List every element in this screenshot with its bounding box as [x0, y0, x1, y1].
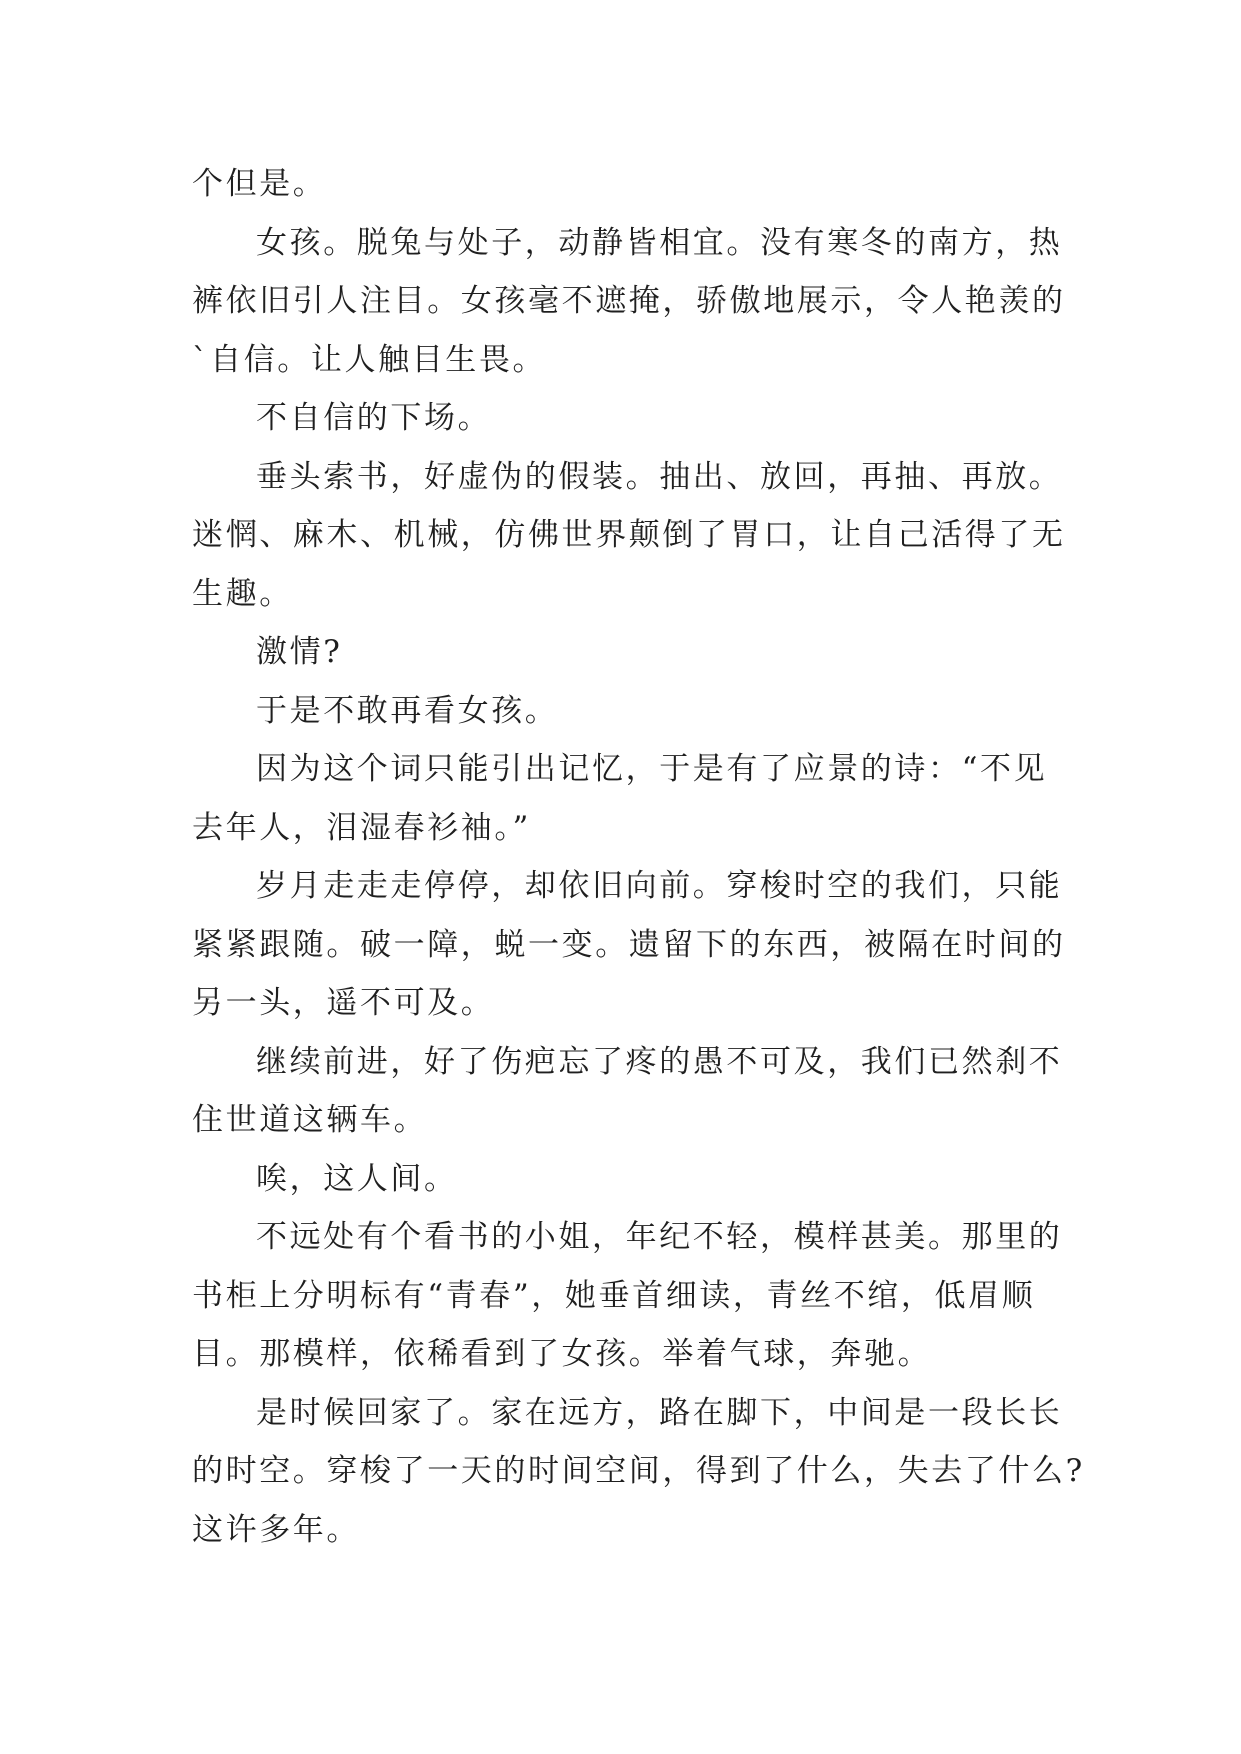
text-line: 去年人，泪湿春衫袖。” — [192, 809, 531, 846]
paragraph — [192, 214, 1072, 390]
text-line: 另一头，遥不可及。 — [192, 985, 495, 1021]
text-line: 个但是。 — [192, 166, 327, 202]
paragraph — [192, 857, 1072, 1033]
text-line: 这许多年。 — [192, 1511, 360, 1548]
paragraph — [192, 448, 1072, 624]
text-line: 书柜上分明标有“青春”，她垂首细读，青丝不绾，低眉顺 — [192, 1277, 1036, 1314]
text-line: 紧紧跟随。破一障，蜕一变。遗留下的东西，被隔在时间的 — [192, 926, 1066, 963]
text-line: 垂头索书，好虚伪的假装。抽出、放回，再抽、再放。 — [256, 458, 1063, 495]
text-line: 岁月走走走停停，却依旧向前。穿梭时空的我们，只能 — [256, 868, 1063, 904]
text-line: 目。那模样，依稀看到了女孩。举着气球，奔驰。 — [192, 1336, 932, 1372]
paragraph — [192, 740, 1072, 857]
text-line: `自信。让人触目生畏。 — [192, 341, 547, 378]
paragraph — [192, 1033, 1072, 1150]
text-line: 激情? — [256, 634, 343, 670]
paragraph — [192, 389, 1072, 448]
paragraph — [192, 155, 1072, 214]
text-line: 不远处有个看书的小姐，年纪不轻，模样甚美。那里的 — [256, 1219, 1063, 1255]
paragraph — [192, 682, 1072, 741]
text-line: 是时候回家了。家在远方，路在脚下，中间是一段长长 — [256, 1394, 1063, 1431]
paragraph — [192, 1208, 1072, 1384]
text-line: 住世道这辆车。 — [192, 1102, 428, 1138]
text-line: 于是不敢再看女孩。 — [256, 692, 559, 729]
text-line: 的时空。穿梭了一天的时间空间，得到了什么，失去了什么? — [192, 1453, 1085, 1489]
text-line: 裤依旧引人注目。女孩毫不遮掩，骄傲地展示，令人艳羡的 — [192, 283, 1066, 319]
paragraph — [192, 1150, 1072, 1209]
text-line: 唉，这人间。 — [256, 1160, 458, 1197]
text-line: 不自信的下场。 — [256, 400, 492, 436]
paragraph — [192, 1384, 1085, 1560]
document-body — [192, 155, 1085, 1559]
paragraph — [192, 623, 1072, 682]
text-line: 迷惘、麻木、机械，仿佛世界颠倒了胃口，让自己活得了无 — [192, 517, 1066, 553]
text-line: 女孩。脱兔与处子，动静皆相宜。没有寒冬的南方，热 — [256, 224, 1063, 261]
text-line: 继续前进，好了伤疤忘了疼的愚不可及，我们已然刹不 — [256, 1043, 1063, 1080]
text-line: 生趣。 — [192, 575, 293, 612]
text-line: 因为这个词只能引出记忆，于是有了应景的诗：“不见 — [256, 751, 1048, 787]
